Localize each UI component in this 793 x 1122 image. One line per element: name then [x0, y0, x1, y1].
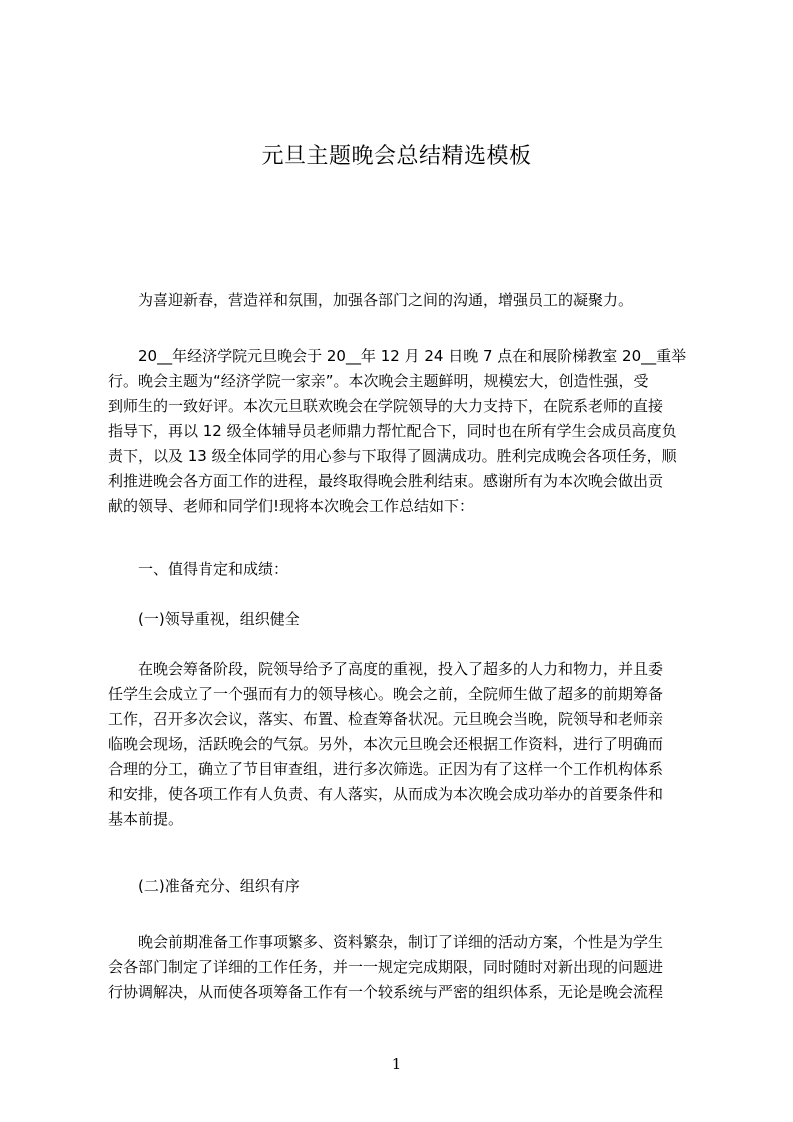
subsection-heading-preparation	[108, 874, 698, 899]
text-line: 临晚会现场，活跃晚会的气氛。另外，本次元旦晚会还根据工作资料，进行了明确而	[108, 735, 664, 753]
text-line: 基本前提。	[108, 810, 184, 828]
text-line: 工作，召开多次会议，落实、布置、检查筹备状况。元旦晚会当晚，院领导和老师亲	[108, 710, 664, 728]
document-title: 元旦主题晚会总结精选模板	[261, 144, 532, 169]
text-line: 20__年经济学院元旦晚会于 20__年 12 月 24 日晚 7 点在和展阶梯教室 20__重举	[138, 347, 687, 365]
text-line: 在晚会筹备阶段，院领导给予了高度的重视，投入了超多的人力和物力，并且委	[138, 660, 664, 678]
text-line: 利推进晚会各方面工作的进程，最终取得晚会胜利结束。感谢所有为本次晚会做出贡	[108, 472, 664, 490]
text-line: 为喜迎新春，营造祥和氛围，加强各部门之间的沟通，增强员工的凝聚力。	[138, 291, 634, 309]
text-line: 行协调解决，从而使各项筹备工作有一个较系统与严密的组织体系，无论是晚会流程	[108, 983, 664, 1001]
section-heading-achievements	[108, 557, 698, 582]
text-line: 任学生会成立了一个强而有力的领导核心。晚会之前，全院师生做了超多的前期筹备	[108, 685, 664, 703]
text-line: 一、值得肯定和成绩：	[138, 560, 289, 578]
text-line: 合理的分工，确立了节目审查组，进行多次筛选。正因为有了这样一个工作机构体系	[108, 760, 664, 778]
text-line: (一)领导重视，组织健全	[138, 610, 300, 628]
text-line: 晚会前期准备工作事项繁多、资料繁杂，制订了详细的活动方案，个性是为学生	[138, 933, 664, 951]
text-line: 责下，以及 13 级全体同学的用心参与下取得了圆满成功。胜利完成晚会各项任务，顺	[108, 447, 677, 465]
page-number: 1	[391, 1055, 402, 1073]
document-body	[108, 0, 698, 1040]
text-line: 指导下，再以 12 级全体辅导员老师鼎力帮忙配合下，同时也在所有学生会成员高度负	[108, 422, 677, 440]
text-line: 会各部门制定了详细的工作任务，并一一规定完成期限，同时随时对新出现的问题进	[108, 958, 664, 976]
paragraph-intro	[108, 288, 698, 313]
paragraph-overview	[108, 344, 698, 519]
text-line: 行。晚会主题为“经济学院一家亲”。本次晚会主题鲜明，规模宏大，创造性强，受	[108, 372, 649, 390]
subsection-heading-leadership	[108, 607, 698, 632]
text-line: 和安排，使各项工作有人负责、有人落实，从而成为本次晚会成功举办的首要条件和	[108, 785, 664, 803]
paragraph-leadership	[108, 657, 698, 832]
text-line: (二)准备充分、组织有序	[138, 877, 300, 895]
paragraph-preparation	[108, 930, 698, 1005]
text-line: 到师生的一致好评。本次元旦联欢晚会在学院领导的大力支持下，在院系老师的直接	[108, 397, 664, 415]
text-line: 献的领导、老师和同学们!现将本次晚会工作总结如下：	[108, 497, 475, 515]
